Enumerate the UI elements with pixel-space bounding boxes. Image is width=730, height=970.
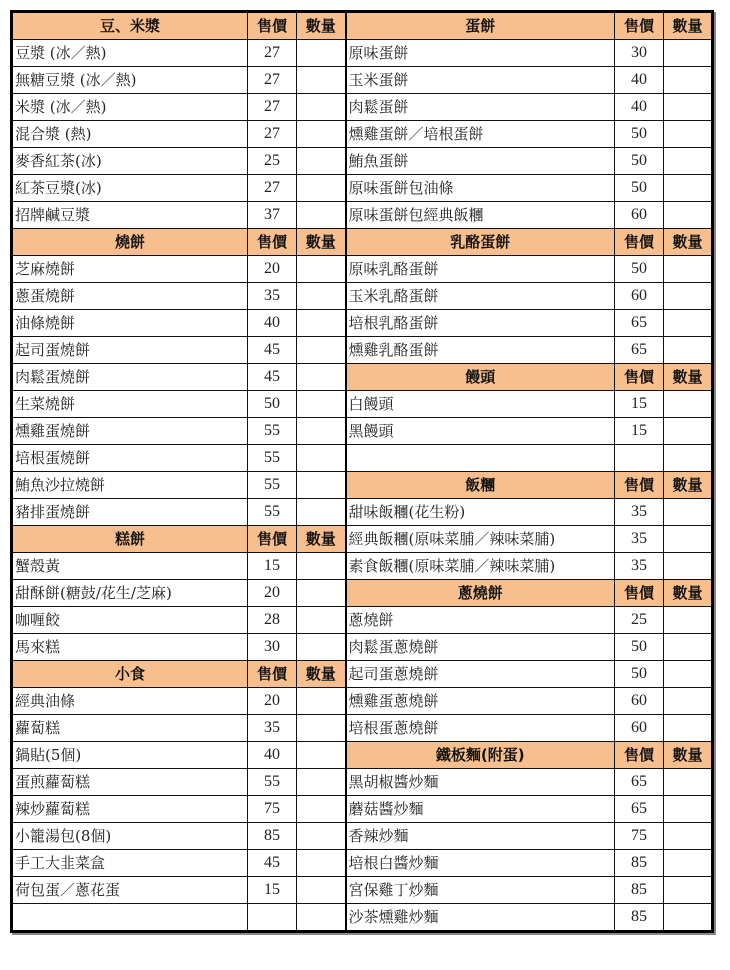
menu-item-name: 沙茶燻雞炒麵	[346, 904, 615, 932]
menu-item-name: 素食飯糰(原味菜脯／辣味菜脯)	[346, 553, 615, 580]
menu-item-price: 85	[248, 823, 297, 850]
quantity-input-cell[interactable]	[297, 283, 346, 310]
menu-row	[12, 364, 713, 391]
menu-row	[12, 229, 713, 256]
menu-item-name: 無糖豆漿 (冰／熱)	[12, 67, 248, 94]
menu-item-name: 燻雞蛋燒餅	[12, 418, 248, 445]
menu-item-name: 生菜燒餅	[12, 391, 248, 418]
menu-row	[12, 607, 713, 634]
menu-row	[12, 661, 713, 688]
price-column-header: 售價	[615, 12, 664, 40]
quantity-input-cell[interactable]	[664, 256, 713, 283]
menu-item-price: 50	[248, 391, 297, 418]
menu-item-name: 肉鬆蛋燒餅	[12, 364, 248, 391]
menu-item-name: 黑饅頭	[346, 418, 615, 445]
quantity-input-cell[interactable]	[664, 823, 713, 850]
menu-row	[12, 769, 713, 796]
menu-row	[12, 823, 713, 850]
quantity-input-cell[interactable]	[297, 607, 346, 634]
menu-item-price: 40	[615, 94, 664, 121]
menu-item-price: 15	[615, 418, 664, 445]
menu-item-price: 65	[615, 310, 664, 337]
menu-item-name: 培根白醬炒麵	[346, 850, 615, 877]
menu-row	[12, 796, 713, 823]
quantity-column-header: 數量	[664, 12, 713, 40]
price-column-header: 售價	[615, 472, 664, 499]
menu-row	[12, 256, 713, 283]
menu-item-price: 85	[615, 877, 664, 904]
menu-row	[12, 850, 713, 877]
quantity-input-cell[interactable]	[297, 337, 346, 364]
menu-item-price: 65	[615, 769, 664, 796]
quantity-input-cell[interactable]	[664, 526, 713, 553]
menu-item-price: 35	[248, 715, 297, 742]
menu-row	[12, 310, 713, 337]
menu-item-price: 27	[248, 121, 297, 148]
menu-item-price: 35	[615, 499, 664, 526]
quantity-input-cell[interactable]	[664, 418, 713, 445]
quantity-input-cell[interactable]	[664, 877, 713, 904]
menu-item-price: 60	[615, 202, 664, 229]
menu-row	[12, 148, 713, 175]
quantity-input-cell[interactable]	[297, 823, 346, 850]
menu-item-price: 20	[248, 580, 297, 607]
menu-item-price: 55	[248, 472, 297, 499]
quantity-input-cell[interactable]	[664, 175, 713, 202]
menu-item-price: 25	[615, 607, 664, 634]
quantity-input-cell[interactable]	[297, 256, 346, 283]
menu-item-price: 85	[615, 904, 664, 932]
menu-row	[12, 121, 713, 148]
quantity-column-header: 數量	[297, 12, 346, 40]
menu-row	[12, 877, 713, 904]
menu-item-price: 25	[248, 148, 297, 175]
menu-item-name: 原味蛋餅包油條	[346, 175, 615, 202]
menu-row	[12, 391, 713, 418]
menu-item-price: 60	[615, 715, 664, 742]
menu-item-price: 50	[615, 175, 664, 202]
quantity-input-cell[interactable]	[664, 202, 713, 229]
menu-item-price	[615, 445, 664, 472]
quantity-input-cell[interactable]	[297, 715, 346, 742]
menu-item-price: 65	[615, 796, 664, 823]
menu-item-name: 燻雞乳酪蛋餅	[346, 337, 615, 364]
menu-item-name: 培根蛋燒餅	[12, 445, 248, 472]
quantity-input-cell[interactable]	[664, 607, 713, 634]
menu-item-name: 起司蛋蔥燒餅	[346, 661, 615, 688]
menu-item-name: 黑胡椒醬炒麵	[346, 769, 615, 796]
menu-item-price: 60	[615, 283, 664, 310]
menu-row	[12, 499, 713, 526]
menu-item-price: 35	[615, 526, 664, 553]
menu-item-name: 荷包蛋／蔥花蛋	[12, 877, 248, 904]
quantity-input-cell[interactable]	[664, 121, 713, 148]
section-header-title: 蛋餅	[346, 12, 615, 40]
menu-item-name: 辣炒蘿蔔糕	[12, 796, 248, 823]
menu-item-name: 起司蛋燒餅	[12, 337, 248, 364]
menu-item-name: 鮪魚蛋餅	[346, 148, 615, 175]
menu-row	[12, 445, 713, 472]
menu-item-price: 27	[248, 40, 297, 67]
quantity-column-header: 數量	[664, 580, 713, 607]
quantity-input-cell[interactable]	[664, 310, 713, 337]
menu-item-name: 原味蛋餅包經典飯糰	[346, 202, 615, 229]
menu-item-price: 55	[248, 445, 297, 472]
quantity-input-cell[interactable]	[297, 580, 346, 607]
quantity-input-cell[interactable]	[664, 40, 713, 67]
menu-item-price: 28	[248, 607, 297, 634]
menu-item-price: 40	[248, 310, 297, 337]
menu-item-name: 咖喱餃	[12, 607, 248, 634]
menu-item-name: 蘑菇醬炒麵	[346, 796, 615, 823]
price-column-header: 售價	[248, 229, 297, 256]
price-column-header: 售價	[248, 661, 297, 688]
quantity-input-cell[interactable]	[664, 715, 713, 742]
menu-row	[12, 202, 713, 229]
quantity-input-cell[interactable]	[664, 148, 713, 175]
menu-item-price: 75	[248, 796, 297, 823]
quantity-input-cell[interactable]	[664, 634, 713, 661]
quantity-input-cell[interactable]	[664, 499, 713, 526]
menu-item-price: 75	[615, 823, 664, 850]
menu-item-price: 15	[615, 391, 664, 418]
menu-item-name: 紅茶豆漿(冰)	[12, 175, 248, 202]
price-column-header: 售價	[248, 12, 297, 40]
quantity-input-cell[interactable]	[297, 391, 346, 418]
menu-item-price: 45	[248, 850, 297, 877]
menu-item-name: 蔥燒餅	[346, 607, 615, 634]
quantity-input-cell[interactable]	[297, 634, 346, 661]
quantity-input-cell[interactable]	[297, 553, 346, 580]
menu-row	[12, 175, 713, 202]
menu-item-price: 40	[248, 742, 297, 769]
menu-row	[12, 580, 713, 607]
menu-item-name: 白饅頭	[346, 391, 615, 418]
menu-item-name: 原味乳酪蛋餅	[346, 256, 615, 283]
menu-row	[12, 67, 713, 94]
menu-item-price: 55	[248, 418, 297, 445]
menu-item-name: 培根乳酪蛋餅	[346, 310, 615, 337]
quantity-input-cell[interactable]	[664, 769, 713, 796]
menu-item-price: 50	[615, 148, 664, 175]
menu-row	[12, 688, 713, 715]
menu-item-price: 40	[615, 67, 664, 94]
menu-item-name: 培根蛋蔥燒餅	[346, 715, 615, 742]
menu-body	[12, 12, 713, 932]
section-header-title: 糕餅	[12, 526, 248, 553]
menu-item-price: 45	[248, 364, 297, 391]
menu-item-price: 55	[248, 769, 297, 796]
menu-item-name: 混合漿 (熱)	[12, 121, 248, 148]
menu-row	[12, 553, 713, 580]
quantity-input-cell[interactable]	[297, 742, 346, 769]
menu-item-name: 芝麻燒餅	[12, 256, 248, 283]
menu-item-price: 15	[248, 553, 297, 580]
quantity-input-cell[interactable]	[297, 121, 346, 148]
menu-item-price: 45	[248, 337, 297, 364]
quantity-input-cell[interactable]	[664, 391, 713, 418]
quantity-input-cell[interactable]	[664, 661, 713, 688]
menu-item-price: 27	[248, 94, 297, 121]
menu-item-name: 蔥蛋燒餅	[12, 283, 248, 310]
menu-item-name: 原味蛋餅	[346, 40, 615, 67]
menu-row	[12, 634, 713, 661]
menu-row	[12, 94, 713, 121]
quantity-input-cell[interactable]	[297, 175, 346, 202]
menu-item-name: 經典飯糰(原味菜脯／辣味菜脯)	[346, 526, 615, 553]
menu-item-price: 35	[615, 553, 664, 580]
price-column-header: 售價	[248, 526, 297, 553]
quantity-column-header: 數量	[664, 472, 713, 499]
menu-row	[12, 742, 713, 769]
menu-item-price: 85	[615, 850, 664, 877]
menu-item-name: 米漿 (冰／熱)	[12, 94, 248, 121]
quantity-input-cell[interactable]	[297, 310, 346, 337]
menu-item-price: 60	[615, 688, 664, 715]
menu-item-name: 燻雞蛋蔥燒餅	[346, 688, 615, 715]
menu-item-name: 鍋貼(5個)	[12, 742, 248, 769]
menu-item-price: 35	[248, 283, 297, 310]
menu-row	[12, 12, 713, 40]
menu-row	[12, 337, 713, 364]
menu-item-name: 蟹殼黃	[12, 553, 248, 580]
menu-item-price: 50	[615, 661, 664, 688]
quantity-input-cell[interactable]	[297, 202, 346, 229]
section-header-title: 乳酪蛋餅	[346, 229, 615, 256]
menu-row	[12, 715, 713, 742]
quantity-input-cell[interactable]	[297, 472, 346, 499]
quantity-input-cell[interactable]	[664, 94, 713, 121]
quantity-input-cell[interactable]	[297, 877, 346, 904]
section-header-title: 豆、米漿	[12, 12, 248, 40]
section-header-title: 鐵板麵(附蛋)	[346, 742, 615, 769]
menu-item-price: 65	[615, 337, 664, 364]
quantity-input-cell[interactable]	[297, 904, 346, 932]
menu-row	[12, 40, 713, 67]
price-column-header: 售價	[615, 742, 664, 769]
menu-item-name: 馬來糕	[12, 634, 248, 661]
quantity-input-cell[interactable]	[297, 418, 346, 445]
quantity-input-cell[interactable]	[664, 445, 713, 472]
menu-item-price	[248, 904, 297, 932]
quantity-input-cell[interactable]	[297, 688, 346, 715]
menu-item-name: 鮪魚沙拉燒餅	[12, 472, 248, 499]
section-header-title: 燒餅	[12, 229, 248, 256]
quantity-input-cell[interactable]	[664, 67, 713, 94]
menu-item-price: 50	[615, 634, 664, 661]
price-column-header: 售價	[615, 364, 664, 391]
menu-item-name: 甜味飯糰(花生粉)	[346, 499, 615, 526]
price-column-header: 售價	[615, 229, 664, 256]
quantity-input-cell[interactable]	[297, 850, 346, 877]
menu-row	[12, 526, 713, 553]
menu-item-name: 肉鬆蛋餅	[346, 94, 615, 121]
quantity-column-header: 數量	[664, 742, 713, 769]
menu-item-name: 肉鬆蛋蔥燒餅	[346, 634, 615, 661]
menu-item-name: 甜酥餅(糖鼓/花生/芝麻)	[12, 580, 248, 607]
quantity-column-header: 數量	[297, 229, 346, 256]
menu-item-name: 招牌鹹豆漿	[12, 202, 248, 229]
quantity-input-cell[interactable]	[297, 769, 346, 796]
quantity-input-cell[interactable]	[297, 67, 346, 94]
menu-item-price: 30	[615, 40, 664, 67]
menu-item-name: 小籠湯包(8個)	[12, 823, 248, 850]
quantity-column-header: 數量	[664, 364, 713, 391]
menu-item-name: 豬排蛋燒餅	[12, 499, 248, 526]
menu-item-name: 油條燒餅	[12, 310, 248, 337]
menu-item-name: 燻雞蛋餅／培根蛋餅	[346, 121, 615, 148]
quantity-input-cell[interactable]	[664, 904, 713, 932]
menu-item-price: 37	[248, 202, 297, 229]
menu-item-price: 30	[248, 634, 297, 661]
section-header-title: 小食	[12, 661, 248, 688]
menu-row	[12, 472, 713, 499]
quantity-input-cell[interactable]	[664, 337, 713, 364]
quantity-input-cell[interactable]	[664, 688, 713, 715]
section-header-title: 蔥燒餅	[346, 580, 615, 607]
quantity-input-cell[interactable]	[297, 796, 346, 823]
menu-order-sheet	[10, 10, 714, 933]
menu-item-price: 20	[248, 256, 297, 283]
price-column-header: 售價	[615, 580, 664, 607]
quantity-column-header: 數量	[297, 661, 346, 688]
menu-item-price: 27	[248, 67, 297, 94]
quantity-input-cell[interactable]	[297, 364, 346, 391]
section-header-title: 飯糰	[346, 472, 615, 499]
menu-row	[12, 418, 713, 445]
quantity-input-cell[interactable]	[297, 445, 346, 472]
menu-item-name: 玉米蛋餅	[346, 67, 615, 94]
menu-item-price: 20	[248, 688, 297, 715]
menu-item-name	[346, 445, 615, 472]
menu-item-price: 50	[615, 256, 664, 283]
quantity-input-cell[interactable]	[664, 283, 713, 310]
menu-item-name: 玉米乳酪蛋餅	[346, 283, 615, 310]
quantity-input-cell[interactable]	[664, 796, 713, 823]
quantity-input-cell[interactable]	[297, 148, 346, 175]
menu-item-name: 蘿蔔糕	[12, 715, 248, 742]
quantity-input-cell[interactable]	[297, 94, 346, 121]
menu-item-name: 蛋煎蘿蔔糕	[12, 769, 248, 796]
quantity-column-header: 數量	[664, 229, 713, 256]
quantity-input-cell[interactable]	[297, 499, 346, 526]
menu-item-name: 豆漿 (冰／熱)	[12, 40, 248, 67]
quantity-input-cell[interactable]	[664, 553, 713, 580]
quantity-column-header: 數量	[297, 526, 346, 553]
menu-item-name: 宮保雞丁炒麵	[346, 877, 615, 904]
quantity-input-cell[interactable]	[664, 850, 713, 877]
menu-item-price: 50	[615, 121, 664, 148]
menu-item-name: 經典油條	[12, 688, 248, 715]
menu-item-name	[12, 904, 248, 932]
menu-item-name: 麥香紅茶(冰)	[12, 148, 248, 175]
menu-item-name: 手工大韭菜盒	[12, 850, 248, 877]
menu-row	[12, 283, 713, 310]
menu-item-name: 香辣炒麵	[346, 823, 615, 850]
quantity-input-cell[interactable]	[297, 40, 346, 67]
menu-row	[12, 904, 713, 932]
menu-item-price: 55	[248, 499, 297, 526]
section-header-title: 饅頭	[346, 364, 615, 391]
menu-item-price: 15	[248, 877, 297, 904]
menu-item-price: 27	[248, 175, 297, 202]
